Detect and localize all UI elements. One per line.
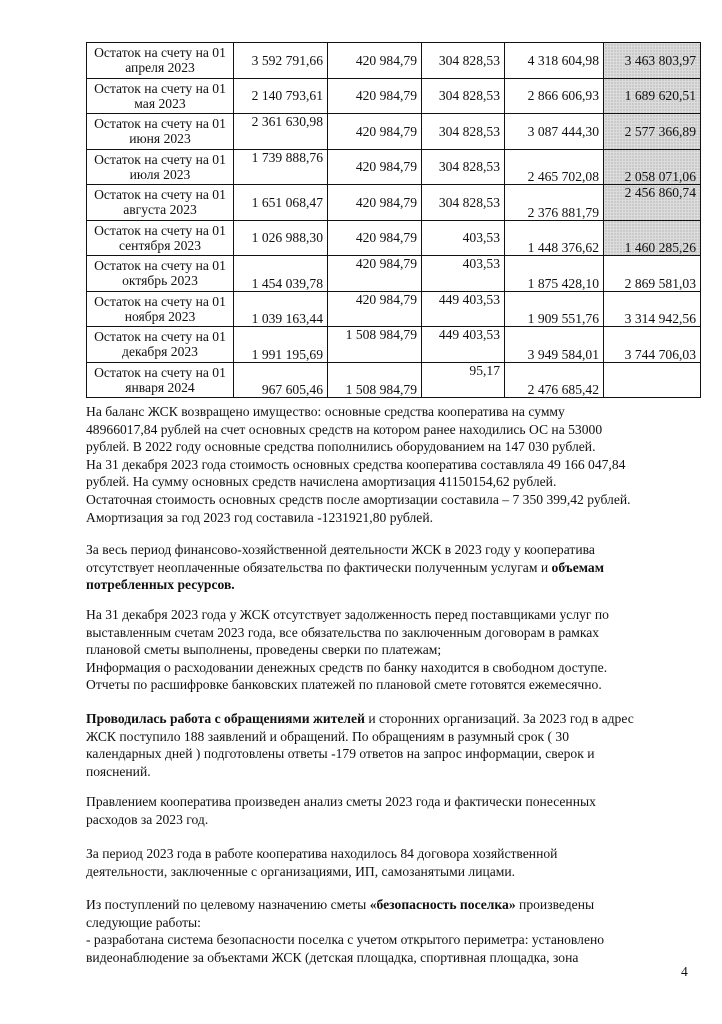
paragraph-contracts: [86, 845, 696, 880]
text-line: На баланс ЖСК возвращено имущество: основные средства кооператива на сумму: [86, 404, 565, 419]
bold-text: потребленных ресурсов.: [86, 577, 235, 593]
cell-value: 1 039 163,44: [234, 291, 328, 327]
cell-value: 420 984,79: [328, 220, 422, 256]
cell-value: 1 454 039,78: [234, 256, 328, 292]
text-line: Правлением кооператива произведен анализ сметы 2023 года и фактически понесенных: [86, 794, 596, 809]
row-label: Остаток на счету на 01 мая 2023: [87, 78, 234, 114]
cell-value: 304 828,53: [422, 43, 505, 79]
row-label: Остаток на счету на 01 апреля 2023: [87, 43, 234, 79]
text-line: На 31 декабря 2023 года стоимость основных средства кооператива составляла 49 166 047,84: [86, 456, 626, 472]
cell-value: 2 140 793,61: [234, 78, 328, 114]
table-row: [87, 78, 701, 114]
row-label: Остаток на счету на 01 июня 2023: [87, 114, 234, 150]
cell-value: 420 984,79: [328, 256, 422, 292]
cell-value: 2 361 630,98: [234, 114, 328, 150]
cell-value: 3 949 584,01: [505, 327, 604, 363]
text-line: - разработана система безопасности поселка с учетом открытого периметра: установлено: [86, 932, 605, 948]
cell-value: 2 476 685,42: [505, 362, 604, 398]
row-label: Остаток на счету на 01 октябрь 2023: [87, 256, 234, 292]
cell-value: 420 984,79: [328, 149, 422, 185]
text-line: [86, 576, 696, 594]
text-line: Остаточная стоимость основных средств после амортизации составила – 7 350 399,42 рублей.: [86, 491, 631, 507]
text-span: Из поступлений по целевому назначению сметы: [86, 897, 370, 912]
text-line: Информация о расходовании денежных средств по банку находится в свободном доступе.: [86, 659, 608, 675]
cell-value: 1 875 428,10: [505, 256, 604, 292]
text-line: видеонаблюдение за объектами ЖСК (детская площадка, спортивная площадка, зона: [86, 949, 579, 965]
cell-value: 420 984,79: [328, 185, 422, 221]
cell-value: 304 828,53: [422, 149, 505, 185]
cell-value: [604, 362, 701, 398]
cell-value: 1 026 988,30: [234, 220, 328, 256]
cell-value: 2 577 366,89: [604, 114, 701, 150]
cell-value: 3 744 706,03: [604, 327, 701, 363]
cell-value: 2 869 581,03: [604, 256, 701, 292]
table-row: [87, 291, 701, 327]
text-line: рублей. На сумму основных средств начислена амортизация 41150154,62 рублей.: [86, 474, 557, 490]
text-line: плановой сметы выполнены, проведены сверки по платежам;: [86, 642, 442, 658]
table-row: [87, 114, 701, 150]
row-label: Остаток на счету на 01 ноября 2023: [87, 291, 234, 327]
cell-value: 967 605,46: [234, 362, 328, 398]
table-row: [87, 185, 701, 221]
cell-value: 2 058 071,06: [604, 149, 701, 185]
cell-value: 1 651 068,47: [234, 185, 328, 221]
cell-value: 420 984,79: [328, 43, 422, 79]
cell-value: 420 984,79: [328, 78, 422, 114]
bold-text: Проводилась работа с обращениями жителей: [86, 711, 365, 726]
balance-table: [86, 42, 701, 398]
cell-value: 1 460 285,26: [604, 220, 701, 256]
cell-value: 4 318 604,98: [505, 43, 604, 79]
table-row: [87, 362, 701, 398]
paragraph-analysis: [86, 793, 696, 828]
text-line: [86, 896, 696, 914]
text-line: следующие работы:: [86, 914, 201, 930]
row-label: Остаток на счету на 01 января 2024: [87, 362, 234, 398]
table-row: [87, 220, 701, 256]
cell-value: 1 448 376,62: [505, 220, 604, 256]
bold-text: «безопасность поселка»: [369, 897, 516, 912]
cell-value: 2 465 702,08: [505, 149, 604, 185]
paragraph-assets: [86, 403, 696, 526]
cell-value: 1 508 984,79: [328, 362, 422, 398]
cell-value: 304 828,53: [422, 114, 505, 150]
cell-value: 420 984,79: [328, 291, 422, 327]
cell-value: 304 828,53: [422, 185, 505, 221]
cell-value: 95,17: [422, 362, 505, 398]
cell-value: 1 909 551,76: [505, 291, 604, 327]
cell-value: 2 456 860,74: [604, 185, 701, 221]
cell-value: 3 314 942,56: [604, 291, 701, 327]
text-line: деятельности, заключенные с организациями, ИП, самозанятыми лицами.: [86, 863, 516, 879]
table-row: [87, 43, 701, 79]
cell-value: 403,53: [422, 256, 505, 292]
cell-value: 1 739 888,76: [234, 149, 328, 185]
row-label: Остаток на счету на 01 сентября 2023: [87, 220, 234, 256]
cell-value: 1 991 195,69: [234, 327, 328, 363]
text-line: рублей. В 2022 году основные средства пополнились оборудованием на 147 030 рублей.: [86, 439, 596, 455]
cell-value: 3 592 791,66: [234, 43, 328, 79]
cell-value: 3 087 444,30: [505, 114, 604, 150]
paragraph-security: [86, 896, 696, 966]
cell-value: 403,53: [422, 220, 505, 256]
text-span: произведены: [515, 897, 595, 912]
table-row: [87, 256, 701, 292]
text-line: Амортизация за год 2023 год составила -1231921,80 рублей.: [86, 509, 434, 525]
cell-value: 2 376 881,79: [505, 185, 604, 221]
page-number: 4: [681, 964, 688, 979]
text-line: Отчеты по расшифровке банковских платежей по плановой смете готовятся ежемесячно.: [86, 677, 602, 693]
table-row: [87, 327, 701, 363]
bold-text: объемам: [551, 559, 604, 575]
cell-value: 2 866 606,93: [505, 78, 604, 114]
cell-value: 1 689 620,51: [604, 78, 701, 114]
cell-value: 449 403,53: [422, 291, 505, 327]
text-span: отсутствует неоплаченные обязательства по фактически полученным услугам и: [86, 559, 552, 575]
text-line: 48966017,84 рублей на счет основных средств на котором ранее находились ОС на 53000: [86, 421, 603, 437]
text-line: выставленным счетам 2023 года, все обязательства по заключенным договорам в рамках: [86, 624, 600, 640]
text-line: За весь период финансово-хозяйственной деятельности ЖСК в 2023 году у кооператива: [86, 542, 595, 557]
text-line: [86, 559, 696, 577]
text-line: расходов за 2023 год.: [86, 811, 209, 827]
text-line: За период 2023 года в работе кооператива находилось 84 договора хозяйственной: [86, 846, 558, 861]
paragraph-appeals: [86, 710, 696, 780]
text-span: и сторонних организаций. За 2023 год в адрес: [364, 711, 634, 726]
cell-value: 420 984,79: [328, 114, 422, 150]
text-line: календарных дней ) подготовлены ответы -179 ответов на запрос информации, сверок и: [86, 746, 595, 762]
cell-value: 449 403,53: [422, 327, 505, 363]
table-row: [87, 149, 701, 185]
text-line: [86, 710, 696, 728]
cell-value: 1 508 984,79: [328, 327, 422, 363]
row-label: Остаток на счету на 01 декабря 2023: [87, 327, 234, 363]
text-line: На 31 декабря 2023 года у ЖСК отсутствует задолженность перед поставщиками услуг по: [86, 607, 609, 622]
paragraph-suppliers: [86, 606, 696, 694]
row-label: Остаток на счету на 01 августа 2023: [87, 185, 234, 221]
paragraph-obligations: [86, 541, 696, 594]
text-line: пояснений.: [86, 763, 151, 779]
cell-value: 304 828,53: [422, 78, 505, 114]
text-line: ЖСК поступило 188 заявлений и обращений. По обращениям в разумный срок ( 30: [86, 728, 570, 744]
row-label: Остаток на счету на 01 июля 2023: [87, 149, 234, 185]
cell-value: 3 463 803,97: [604, 43, 701, 79]
